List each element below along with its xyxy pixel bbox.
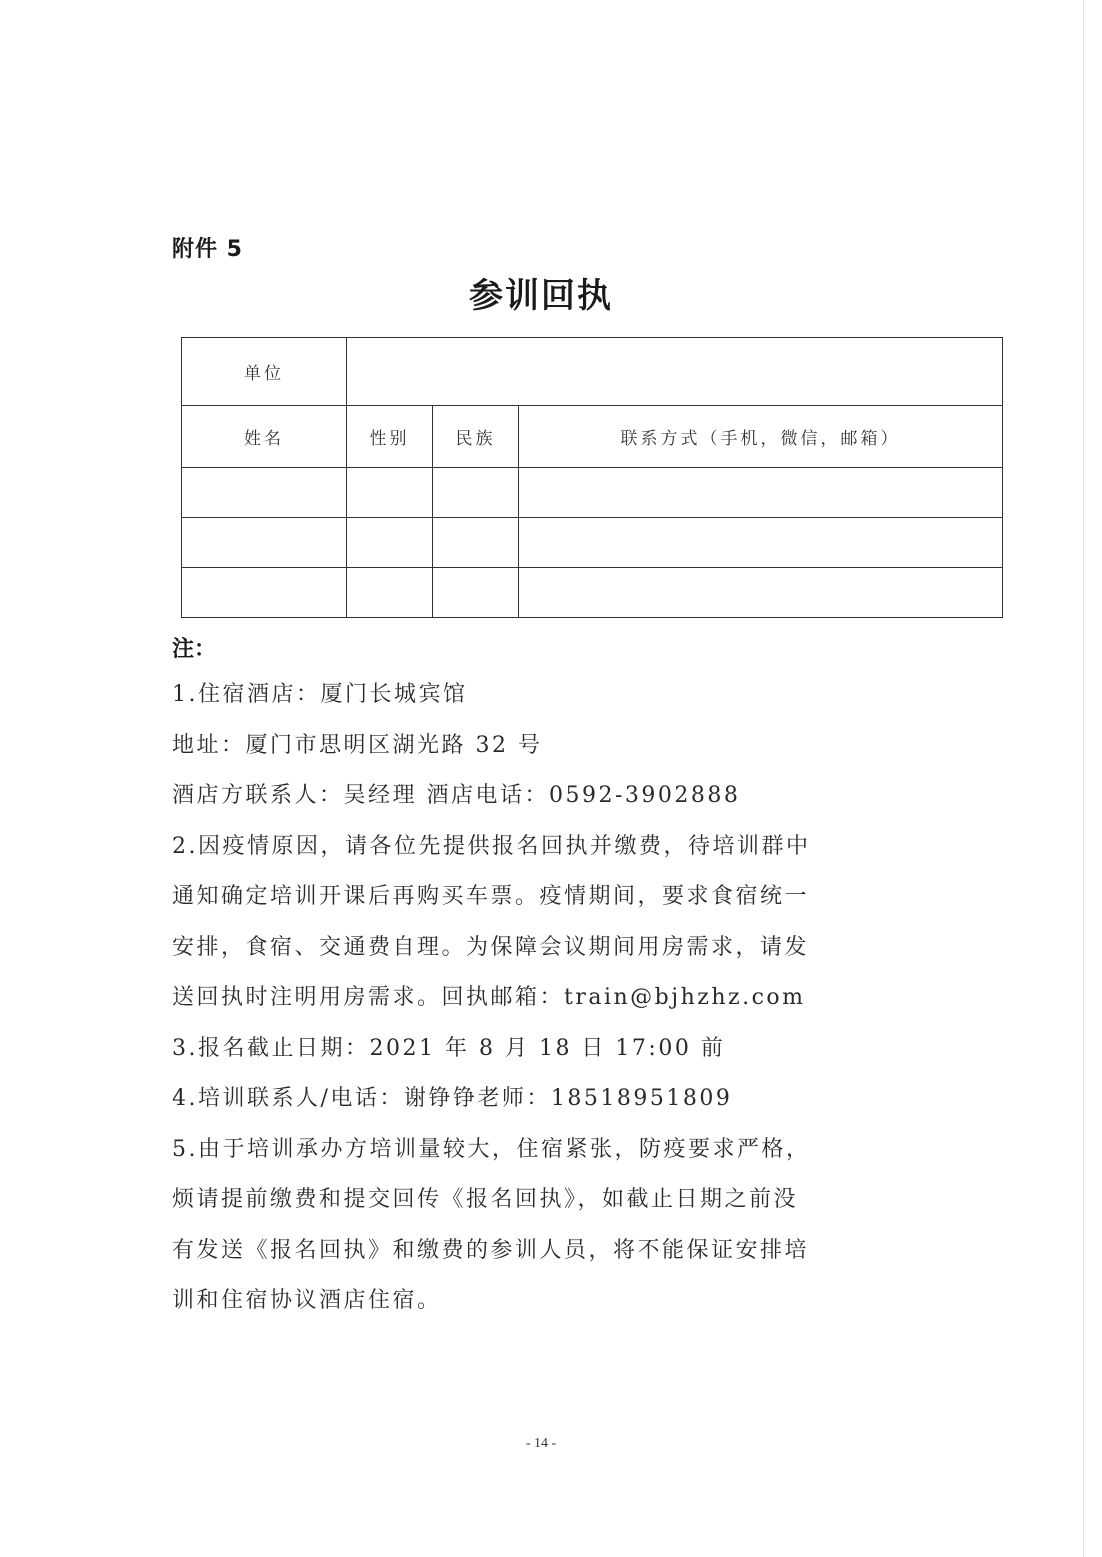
- note-payment: 有发送《报名回执》和缴费的参训人员，将不能保证安排培: [172, 1237, 810, 1263]
- header-ethnicity: 民族: [433, 406, 519, 468]
- note-payment: 训和住宿协议酒店住宿。: [172, 1288, 442, 1313]
- attachment-label: 附件 5: [172, 237, 243, 262]
- note-deadline: 3.报名截止日期：2021 年 8 月 18 日 17:00 前: [172, 1035, 726, 1061]
- contact-cell[interactable]: [519, 468, 1003, 518]
- unit-row: [182, 338, 1003, 406]
- note-address: 地址：厦门市思明区湖光路 32 号: [172, 732, 543, 758]
- table-row: [182, 518, 1003, 568]
- ethnicity-cell[interactable]: [433, 568, 519, 618]
- ethnicity-cell[interactable]: [433, 518, 519, 568]
- header-gender: 性别: [347, 406, 433, 468]
- table-row: [182, 568, 1003, 618]
- scan-edge-line: [1083, 0, 1084, 1557]
- note-payment: 5.由于培训承办方培训量较大，住宿紧张，防疫要求严格，: [172, 1136, 811, 1162]
- note-training-contact: 4.培训联系人/电话：谢铮铮老师：18518951809: [172, 1086, 733, 1111]
- unit-input-cell[interactable]: [347, 338, 1003, 406]
- unit-label: 单位: [182, 338, 347, 406]
- notes-section: [172, 630, 932, 1327]
- contact-cell[interactable]: [519, 518, 1003, 568]
- note-hotel: 1.住宿酒店：厦门长城宾馆: [172, 682, 468, 707]
- note-payment: 烦请提前缴费和提交回传《报名回执》，如截止日期之前没: [172, 1187, 799, 1212]
- page-number: - 14 -: [525, 1436, 557, 1451]
- note-epidemic: 2.因疫情原因，请各位先提供报名回执并缴费，待培训群中: [172, 833, 811, 859]
- name-cell[interactable]: [182, 568, 347, 618]
- note-epidemic: 通知确定培训开课后再购买车票。疫情期间，要求食宿统一: [172, 884, 810, 909]
- header-contact: 联系方式（手机，微信，邮箱）: [519, 406, 1003, 468]
- header-row: [182, 406, 1003, 468]
- document-title: 参训回执: [469, 276, 613, 316]
- gender-cell[interactable]: [347, 468, 433, 518]
- gender-cell[interactable]: [347, 518, 433, 568]
- note-hotel-contact: 酒店方联系人：吴经理 酒店电话：0592-3902888: [172, 783, 741, 808]
- notes-heading: 注：: [172, 637, 217, 662]
- note-epidemic-email: 送回执时注明用房需求。回执邮箱：train@bjhzhz.com: [172, 985, 806, 1010]
- gender-cell[interactable]: [347, 568, 433, 618]
- contact-cell[interactable]: [519, 568, 1003, 618]
- ethnicity-cell[interactable]: [433, 468, 519, 518]
- registration-form-table: [181, 337, 1003, 618]
- name-cell[interactable]: [182, 468, 347, 518]
- note-epidemic: 安排，食宿、交通费自理。为保障会议期间用房需求，请发: [172, 934, 810, 960]
- table-row: [182, 468, 1003, 518]
- header-name: 姓名: [182, 406, 347, 468]
- name-cell[interactable]: [182, 518, 347, 568]
